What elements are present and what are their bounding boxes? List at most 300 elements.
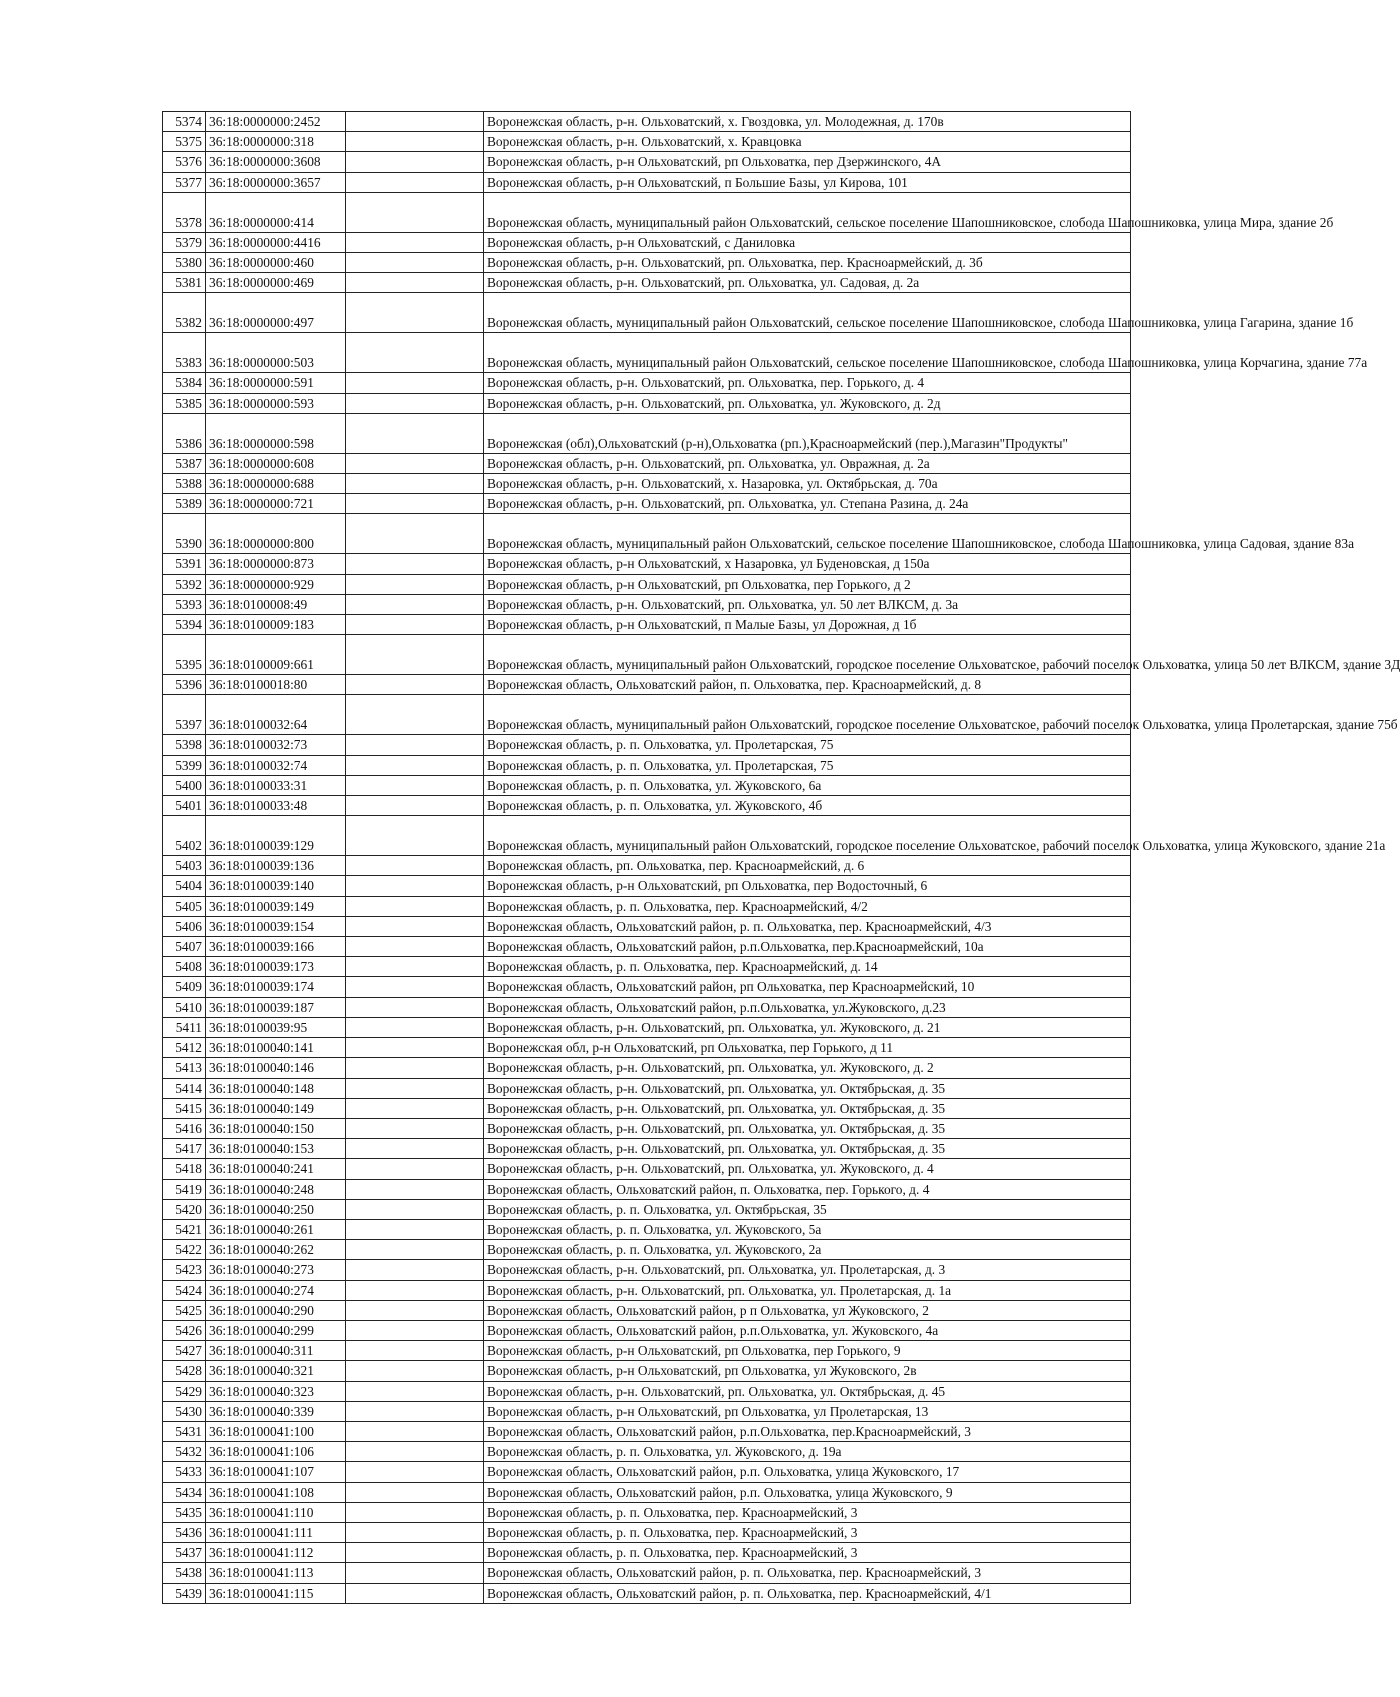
empty-cell xyxy=(346,635,484,675)
table-row xyxy=(163,1098,1131,1118)
empty-cell xyxy=(346,514,484,554)
address: Воронежская область, р-н Ольховатский, рп Ольховатка, пер Горького, 9 xyxy=(484,1341,1131,1361)
address: Воронежская область, р. п. Ольховатка, пер. Красноармейский, 4/2 xyxy=(484,896,1131,916)
empty-cell xyxy=(346,1381,484,1401)
address: Воронежская область, р. п. Ольховатка, ул. Жуковского, 2а xyxy=(484,1240,1131,1260)
cadastral-number: 36:18:0000000:414 xyxy=(206,192,346,232)
row-number: 5391 xyxy=(163,554,206,574)
cadastral-number: 36:18:0100009:183 xyxy=(206,615,346,635)
row-number: 5419 xyxy=(163,1179,206,1199)
row-number: 5375 xyxy=(163,132,206,152)
cadastral-number: 36:18:0100040:321 xyxy=(206,1361,346,1381)
table-row xyxy=(163,594,1131,614)
row-number: 5432 xyxy=(163,1442,206,1462)
address: Воронежская область, муниципальный район Ольховатский, городское поселение Ольховатское, рабочий поселок Ольховатка, улица Жуковского, здание 21а xyxy=(484,816,1131,856)
empty-cell xyxy=(346,1139,484,1159)
address: Воронежская область, р. п. Ольховатка, ул. Пролетарская, 75 xyxy=(484,755,1131,775)
empty-cell xyxy=(346,695,484,735)
table-row xyxy=(163,474,1131,494)
address: Воронежская область, р-н Ольховатский, рп Ольховатка, ул Пролетарская, 13 xyxy=(484,1401,1131,1421)
empty-cell xyxy=(346,1563,484,1583)
empty-cell xyxy=(346,1280,484,1300)
empty-cell xyxy=(346,253,484,273)
empty-cell xyxy=(346,1219,484,1239)
cadastral-number: 36:18:0000000:497 xyxy=(206,293,346,333)
cadastral-number: 36:18:0100041:107 xyxy=(206,1462,346,1482)
cadastral-number: 36:18:0100040:146 xyxy=(206,1058,346,1078)
cadastral-number: 36:18:0100040:150 xyxy=(206,1118,346,1138)
table-row xyxy=(163,775,1131,795)
empty-cell xyxy=(346,132,484,152)
registry-rows xyxy=(163,112,1400,1604)
table-row xyxy=(163,1300,1131,1320)
empty-cell xyxy=(346,1300,484,1320)
address: Воронежская область, р. п. Ольховатка, ул. Жуковского, 4б xyxy=(484,796,1131,816)
row-number: 5418 xyxy=(163,1159,206,1179)
row-number: 5421 xyxy=(163,1219,206,1239)
row-number: 5377 xyxy=(163,172,206,192)
address: Воронежская область, Ольховатский район, р.п.Ольховатка, ул.Жуковского, д.23 xyxy=(484,997,1131,1017)
cadastral-number: 36:18:0100032:73 xyxy=(206,735,346,755)
row-number: 5412 xyxy=(163,1038,206,1058)
address: Воронежская область, р-н. Ольховатский, х. Назаровка, ул. Октябрьская, д. 70а xyxy=(484,474,1131,494)
empty-cell xyxy=(346,594,484,614)
row-number: 5384 xyxy=(163,373,206,393)
cadastral-number: 36:18:0100040:311 xyxy=(206,1341,346,1361)
cadastral-number: 36:18:0100032:74 xyxy=(206,755,346,775)
cadastral-number: 36:18:0100040:274 xyxy=(206,1280,346,1300)
table-row xyxy=(163,232,1131,252)
table-row xyxy=(163,1280,1131,1300)
empty-cell xyxy=(346,755,484,775)
cadastral-number: 36:18:0100039:187 xyxy=(206,997,346,1017)
row-number: 5434 xyxy=(163,1482,206,1502)
cadastral-number: 36:18:0100033:48 xyxy=(206,796,346,816)
address: Воронежская область, р-н Ольховатский, х Назаровка, ул Буденовская, д 150а xyxy=(484,554,1131,574)
cadastral-number: 36:18:0100041:100 xyxy=(206,1421,346,1441)
empty-cell xyxy=(346,1240,484,1260)
table-row xyxy=(163,1139,1131,1159)
address: Воронежская область, р-н. Ольховатский, рп. Ольховатка, ул. Октябрьская, д. 35 xyxy=(484,1078,1131,1098)
address: Воронежская область, р-н. Ольховатский, рп. Ольховатка, ул. Жуковского, д. 2 xyxy=(484,1058,1131,1078)
cadastral-number: 36:18:0100039:174 xyxy=(206,977,346,997)
row-number: 5404 xyxy=(163,876,206,896)
cadastral-number: 36:18:0100040:339 xyxy=(206,1401,346,1421)
row-number: 5379 xyxy=(163,232,206,252)
table-row xyxy=(163,896,1131,916)
cadastral-number: 36:18:0000000:598 xyxy=(206,413,346,453)
address: Воронежская область, р. п. Ольховатка, пер. Красноармейский, 3 xyxy=(484,1543,1131,1563)
address: Воронежская область, р-н. Ольховатский, рп. Ольховатка, ул. Октябрьская, д. 35 xyxy=(484,1118,1131,1138)
empty-cell xyxy=(346,1017,484,1037)
row-number: 5378 xyxy=(163,192,206,232)
table-row xyxy=(163,112,1131,132)
row-number: 5392 xyxy=(163,574,206,594)
row-number: 5423 xyxy=(163,1260,206,1280)
address: Воронежская (обл),Ольховатский (р-н),Ольховатка (рп.),Красноармейский (пер.),Магазин"Продукты" xyxy=(484,413,1131,453)
address: Воронежская область, р-н. Ольховатский, рп. Ольховатка, пер. Горького, д. 4 xyxy=(484,373,1131,393)
empty-cell xyxy=(346,1058,484,1078)
table-row xyxy=(163,1361,1131,1381)
cadastral-number: 36:18:0000000:800 xyxy=(206,514,346,554)
empty-cell xyxy=(346,172,484,192)
empty-cell xyxy=(346,1482,484,1502)
table-row xyxy=(163,1442,1131,1462)
row-number: 5407 xyxy=(163,937,206,957)
address: Воронежская область, р-н. Ольховатский, рп. Ольховатка, пер. Красноармейский, д. 3б xyxy=(484,253,1131,273)
cadastral-number: 36:18:0100041:108 xyxy=(206,1482,346,1502)
table-row xyxy=(163,1421,1131,1441)
table-row xyxy=(163,1038,1131,1058)
address: Воронежская область, Ольховатский район, п. Ольховатка, пер. Красноармейский, д. 8 xyxy=(484,675,1131,695)
empty-cell xyxy=(346,997,484,1017)
table-row xyxy=(163,1563,1131,1583)
row-number: 5383 xyxy=(163,333,206,373)
address: Воронежская область, р. п. Ольховатка, пер. Красноармейский, д. 14 xyxy=(484,957,1131,977)
cadastral-number: 36:18:0100039:95 xyxy=(206,1017,346,1037)
table-row xyxy=(163,1462,1131,1482)
cadastral-number: 36:18:0100008:49 xyxy=(206,594,346,614)
cadastral-number: 36:18:0100039:136 xyxy=(206,856,346,876)
table-row xyxy=(163,574,1131,594)
cadastral-number: 36:18:0000000:591 xyxy=(206,373,346,393)
table-row xyxy=(163,333,1131,373)
table-row xyxy=(163,1583,1131,1603)
address: Воронежская область, рп. Ольховатка, пер. Красноармейский, д. 6 xyxy=(484,856,1131,876)
row-number: 5382 xyxy=(163,293,206,333)
table-row xyxy=(163,937,1131,957)
cadastral-number: 36:18:0000000:318 xyxy=(206,132,346,152)
empty-cell xyxy=(346,1179,484,1199)
row-number: 5426 xyxy=(163,1320,206,1340)
table-row xyxy=(163,192,1131,232)
table-row xyxy=(163,1118,1131,1138)
table-row xyxy=(163,293,1131,333)
table-row xyxy=(163,1482,1131,1502)
cadastral-number: 36:18:0000000:3608 xyxy=(206,152,346,172)
row-number: 5420 xyxy=(163,1199,206,1219)
cadastral-number: 36:18:0000000:469 xyxy=(206,273,346,293)
row-number: 5401 xyxy=(163,796,206,816)
cadastral-number: 36:18:0100041:111 xyxy=(206,1522,346,1542)
row-number: 5402 xyxy=(163,816,206,856)
empty-cell xyxy=(346,896,484,916)
row-number: 5385 xyxy=(163,393,206,413)
address: Воронежская область, р-н. Ольховатский, рп. Ольховатка, ул. Октябрьская, д. 45 xyxy=(484,1381,1131,1401)
empty-cell xyxy=(346,1260,484,1280)
address: Воронежская область, р-н. Ольховатский, рп. Ольховатка, ул. Октябрьская, д. 35 xyxy=(484,1098,1131,1118)
address: Воронежская область, муниципальный район Ольховатский, городское поселение Ольховатское, рабочий поселок Ольховатка, улица Пролетарская, здание 75б xyxy=(484,695,1131,735)
address: Воронежская область, р-н. Ольховатский, рп. Ольховатка, ул. Степана Разина, д. 24а xyxy=(484,494,1131,514)
address: Воронежская область, р-н Ольховатский, п Большие Базы, ул Кирова, 101 xyxy=(484,172,1131,192)
table-row xyxy=(163,1341,1131,1361)
empty-cell xyxy=(346,1361,484,1381)
address: Воронежская область, р-н Ольховатский, рп Ольховатка, пер Водосточный, 6 xyxy=(484,876,1131,896)
table-row xyxy=(163,856,1131,876)
cadastral-number: 36:18:0000000:721 xyxy=(206,494,346,514)
address: Воронежская область, муниципальный район Ольховатский, сельское поселение Шапошниковское, слобода Шапошниковка, улица Гагарина, здание 1б xyxy=(484,293,1131,333)
row-number: 5435 xyxy=(163,1502,206,1522)
cadastral-number: 36:18:0100009:661 xyxy=(206,635,346,675)
table-row xyxy=(163,1381,1131,1401)
empty-cell xyxy=(346,1522,484,1542)
row-number: 5408 xyxy=(163,957,206,977)
table-row xyxy=(163,132,1131,152)
table-row xyxy=(163,1260,1131,1280)
table-row xyxy=(163,1219,1131,1239)
table-row xyxy=(163,1401,1131,1421)
empty-cell xyxy=(346,775,484,795)
row-number: 5381 xyxy=(163,273,206,293)
row-number: 5390 xyxy=(163,514,206,554)
empty-cell xyxy=(346,1543,484,1563)
cadastral-number: 36:18:0100040:323 xyxy=(206,1381,346,1401)
table-row xyxy=(163,514,1131,554)
cadastral-number: 36:18:0000000:593 xyxy=(206,393,346,413)
row-number: 5417 xyxy=(163,1139,206,1159)
row-number: 5437 xyxy=(163,1543,206,1563)
address: Воронежская область, р. п. Ольховатка, пер. Красноармейский, 3 xyxy=(484,1522,1131,1542)
table-row xyxy=(163,373,1131,393)
address: Воронежская обл, р-н Ольховатский, рп Ольховатка, пер Горького, д 11 xyxy=(484,1038,1131,1058)
row-number: 5411 xyxy=(163,1017,206,1037)
address: Воронежская область, р-н. Ольховатский, рп. Ольховатка, ул. Октябрьская, д. 35 xyxy=(484,1139,1131,1159)
empty-cell xyxy=(346,1320,484,1340)
table-row xyxy=(163,957,1131,977)
cadastral-number: 36:18:0100040:241 xyxy=(206,1159,346,1179)
table-row xyxy=(163,997,1131,1017)
cadastral-number: 36:18:0000000:3657 xyxy=(206,172,346,192)
empty-cell xyxy=(346,1159,484,1179)
address: Воронежская область, р-н. Ольховатский, рп. Ольховатка, ул. Пролетарская, д. 1а xyxy=(484,1280,1131,1300)
cadastral-number: 36:18:0100040:273 xyxy=(206,1260,346,1280)
table-row xyxy=(163,1179,1131,1199)
cadastral-number: 36:18:0100040:248 xyxy=(206,1179,346,1199)
cadastral-number: 36:18:0100040:262 xyxy=(206,1240,346,1260)
address: Воронежская область, р-н. Ольховатский, рп. Ольховатка, ул. Овражная, д. 2а xyxy=(484,453,1131,473)
cadastral-number: 36:18:0000000:2452 xyxy=(206,112,346,132)
table-row xyxy=(163,1522,1131,1542)
address: Воронежская область, Ольховатский район, р п Ольховатка, ул Жуковского, 2 xyxy=(484,1300,1131,1320)
empty-cell xyxy=(346,1038,484,1058)
empty-cell xyxy=(346,1098,484,1118)
row-number: 5406 xyxy=(163,916,206,936)
empty-cell xyxy=(346,977,484,997)
row-number: 5400 xyxy=(163,775,206,795)
empty-cell xyxy=(346,1442,484,1462)
row-number: 5422 xyxy=(163,1240,206,1260)
address: Воронежская область, р-н Ольховатский, рп Ольховатка, пер Дзержинского, 4А xyxy=(484,152,1131,172)
row-number: 5393 xyxy=(163,594,206,614)
cadastral-number: 36:18:0100040:299 xyxy=(206,1320,346,1340)
cadastral-number: 36:18:0100039:166 xyxy=(206,937,346,957)
empty-cell xyxy=(346,333,484,373)
empty-cell xyxy=(346,937,484,957)
row-number: 5427 xyxy=(163,1341,206,1361)
address: Воронежская область, р-н. Ольховатский, рп. Ольховатка, ул. 50 лет ВЛКСМ, д. 3а xyxy=(484,594,1131,614)
table-row xyxy=(163,1058,1131,1078)
table-row xyxy=(163,675,1131,695)
empty-cell xyxy=(346,192,484,232)
row-number: 5399 xyxy=(163,755,206,775)
cadastral-number: 36:18:0100040:290 xyxy=(206,1300,346,1320)
cadastral-number: 36:18:0100039:129 xyxy=(206,816,346,856)
empty-cell xyxy=(346,1341,484,1361)
row-number: 5415 xyxy=(163,1098,206,1118)
table-row xyxy=(163,1017,1131,1037)
table-row xyxy=(163,755,1131,775)
empty-cell xyxy=(346,796,484,816)
row-number: 5405 xyxy=(163,896,206,916)
cadastral-number: 36:18:0100041:115 xyxy=(206,1583,346,1603)
cadastral-number: 36:18:0000000:873 xyxy=(206,554,346,574)
table-row xyxy=(163,615,1131,635)
empty-cell xyxy=(346,1401,484,1421)
cadastral-number: 36:18:0100041:110 xyxy=(206,1502,346,1522)
table-row xyxy=(163,393,1131,413)
table-row xyxy=(163,916,1131,936)
empty-cell xyxy=(346,152,484,172)
cadastral-number: 36:18:0100039:149 xyxy=(206,896,346,916)
address: Воронежская область, р-н. Ольховатский, рп. Ольховатка, ул. Жуковского, д. 2д xyxy=(484,393,1131,413)
table-row xyxy=(163,796,1131,816)
cadastral-number: 36:18:0000000:688 xyxy=(206,474,346,494)
empty-cell xyxy=(346,856,484,876)
row-number: 5439 xyxy=(163,1583,206,1603)
cadastral-number: 36:18:0100040:148 xyxy=(206,1078,346,1098)
row-number: 5429 xyxy=(163,1381,206,1401)
row-number: 5428 xyxy=(163,1361,206,1381)
empty-cell xyxy=(346,916,484,936)
row-number: 5380 xyxy=(163,253,206,273)
table-row xyxy=(163,152,1131,172)
row-number: 5395 xyxy=(163,635,206,675)
cadastral-number: 36:18:0100032:64 xyxy=(206,695,346,735)
address: Воронежская область, Ольховатский район, р.п.Ольховатка, ул. Жуковского, 4а xyxy=(484,1320,1131,1340)
row-number: 5438 xyxy=(163,1563,206,1583)
address: Воронежская область, р-н Ольховатский, рп Ольховатка, пер Горького, д 2 xyxy=(484,574,1131,594)
address: Воронежская область, р. п. Ольховатка, ул. Жуковского, 5а xyxy=(484,1219,1131,1239)
empty-cell xyxy=(346,112,484,132)
address: Воронежская область, р. п. Ольховатка, ул. Жуковского, д. 19а xyxy=(484,1442,1131,1462)
empty-cell xyxy=(346,232,484,252)
address: Воронежская область, р-н Ольховатский, п Малые Базы, ул Дорожная, д 1б xyxy=(484,615,1131,635)
table-row xyxy=(163,816,1131,856)
address: Воронежская область, р-н Ольховатский, с Даниловка xyxy=(484,232,1131,252)
address: Воронежская область, муниципальный район Ольховатский, городское поселение Ольховатское, рабочий поселок Ольховатка, улица 50 лет ВЛКСМ, здание 3Д xyxy=(484,635,1131,675)
address: Воронежская область, муниципальный район Ольховатский, сельское поселение Шапошниковское, слобода Шапошниковка, улица Мира, здание 2б xyxy=(484,192,1131,232)
empty-cell xyxy=(346,1199,484,1219)
table-row xyxy=(163,453,1131,473)
cadastral-number: 36:18:0100040:261 xyxy=(206,1219,346,1239)
row-number: 5414 xyxy=(163,1078,206,1098)
row-number: 5394 xyxy=(163,615,206,635)
row-number: 5386 xyxy=(163,413,206,453)
table-row xyxy=(163,1320,1131,1340)
address: Воронежская область, муниципальный район Ольховатский, сельское поселение Шапошниковское, слобода Шапошниковка, улица Корчагина, здание 77а xyxy=(484,333,1131,373)
cadastral-number: 36:18:0100041:106 xyxy=(206,1442,346,1462)
row-number: 5403 xyxy=(163,856,206,876)
empty-cell xyxy=(346,273,484,293)
empty-cell xyxy=(346,494,484,514)
address: Воронежская область, р-н Ольховатский, рп Ольховатка, ул Жуковского, 2в xyxy=(484,1361,1131,1381)
table-row xyxy=(163,494,1131,514)
cadastral-number: 36:18:0100040:149 xyxy=(206,1098,346,1118)
table-row xyxy=(163,1078,1131,1098)
empty-cell xyxy=(346,615,484,635)
address: Воронежская область, р. п. Ольховатка, пер. Красноармейский, 3 xyxy=(484,1502,1131,1522)
cadastral-number: 36:18:0100033:31 xyxy=(206,775,346,795)
table-row xyxy=(163,554,1131,574)
cadastral-number: 36:18:0100039:154 xyxy=(206,916,346,936)
empty-cell xyxy=(346,474,484,494)
address: Воронежская область, р. п. Ольховатка, ул. Жуковского, 6а xyxy=(484,775,1131,795)
empty-cell xyxy=(346,876,484,896)
cadastral-number: 36:18:0000000:460 xyxy=(206,253,346,273)
row-number: 5387 xyxy=(163,453,206,473)
table-row xyxy=(163,1543,1131,1563)
empty-cell xyxy=(346,957,484,977)
table-row xyxy=(163,413,1131,453)
table-row xyxy=(163,273,1131,293)
empty-cell xyxy=(346,393,484,413)
row-number: 5374 xyxy=(163,112,206,132)
table-row xyxy=(163,1502,1131,1522)
cadastral-number: 36:18:0000000:929 xyxy=(206,574,346,594)
table-row xyxy=(163,253,1131,273)
table-row xyxy=(163,172,1131,192)
empty-cell xyxy=(346,574,484,594)
address: Воронежская область, Ольховатский район, п. Ольховатка, пер. Горького, д. 4 xyxy=(484,1179,1131,1199)
address: Воронежская область, р-н. Ольховатский, х. Кравцовка xyxy=(484,132,1131,152)
cadastral-registry-table xyxy=(162,111,1400,1604)
cadastral-number: 36:18:0100040:141 xyxy=(206,1038,346,1058)
row-number: 5376 xyxy=(163,152,206,172)
address: Воронежская область, Ольховатский район, р. п. Ольховатка, пер. Красноармейский, 3 xyxy=(484,1563,1131,1583)
row-number: 5388 xyxy=(163,474,206,494)
empty-cell xyxy=(346,554,484,574)
address: Воронежская область, р. п. Ольховатка, ул. Пролетарская, 75 xyxy=(484,735,1131,755)
cadastral-number: 36:18:0100040:153 xyxy=(206,1139,346,1159)
row-number: 5425 xyxy=(163,1300,206,1320)
row-number: 5431 xyxy=(163,1421,206,1441)
empty-cell xyxy=(346,735,484,755)
row-number: 5413 xyxy=(163,1058,206,1078)
address: Воронежская область, Ольховатский район, р.п.Ольховатка, пер.Красноармейский, 10а xyxy=(484,937,1131,957)
cadastral-number: 36:18:0100039:173 xyxy=(206,957,346,977)
cadastral-number: 36:18:0000000:503 xyxy=(206,333,346,373)
row-number: 5433 xyxy=(163,1462,206,1482)
row-number: 5389 xyxy=(163,494,206,514)
cadastral-number: 36:18:0100041:112 xyxy=(206,1543,346,1563)
cadastral-number: 36:18:0000000:4416 xyxy=(206,232,346,252)
empty-cell xyxy=(346,413,484,453)
empty-cell xyxy=(346,293,484,333)
empty-cell xyxy=(346,453,484,473)
row-number: 5430 xyxy=(163,1401,206,1421)
address: Воронежская область, р-н. Ольховатский, рп. Ольховатка, ул. Жуковского, д. 4 xyxy=(484,1159,1131,1179)
empty-cell xyxy=(346,1421,484,1441)
cadastral-number: 36:18:0100041:113 xyxy=(206,1563,346,1583)
row-number: 5436 xyxy=(163,1522,206,1542)
address: Воронежская область, Ольховатский район, р.п. Ольховатка, улица Жуковского, 17 xyxy=(484,1462,1131,1482)
row-number: 5397 xyxy=(163,695,206,735)
table-row xyxy=(163,876,1131,896)
table-row xyxy=(163,735,1131,755)
address: Воронежская область, р-н. Ольховатский, рп. Ольховатка, ул. Жуковского, д. 21 xyxy=(484,1017,1131,1037)
address: Воронежская область, Ольховатский район, р.п.Ольховатка, пер.Красноармейский, 3 xyxy=(484,1421,1131,1441)
table-row xyxy=(163,977,1131,997)
